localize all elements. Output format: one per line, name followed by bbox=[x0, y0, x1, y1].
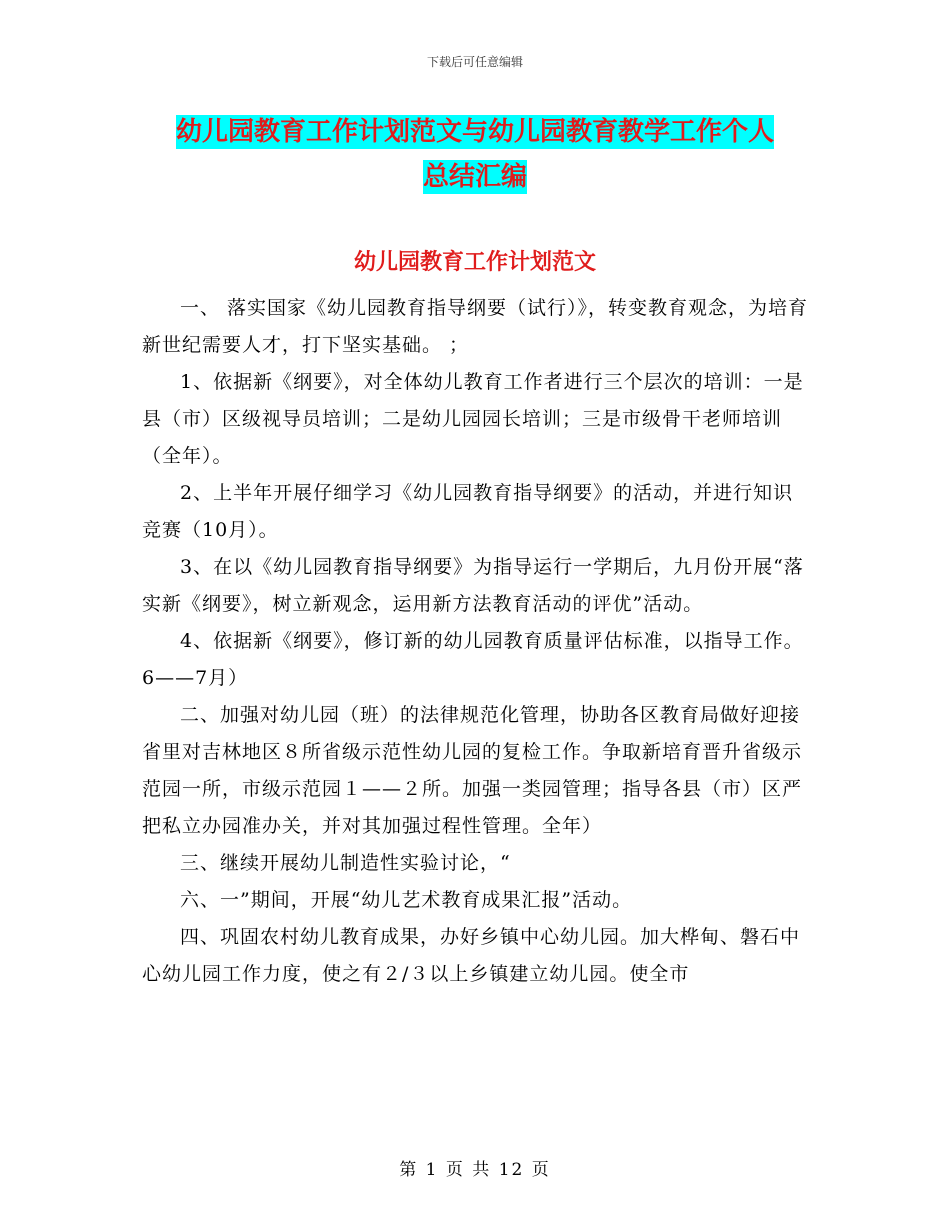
document-title bbox=[140, 110, 810, 200]
paragraph: 二、加强对幼儿园（班）的法律规范化管理，协助各区教育局做好迎接省里对吉林地区８所省级示范性幼儿园的复检工作。争取新培育晋升省级示范园一所，市级示范园１——２所。加强一类园管理；指导各县（市）区严把私立办园准办关，并对其加强过程性管理。全年） bbox=[142, 704, 803, 837]
paragraph: 一、 落实国家《幼儿园教育指导纲要（试行）》，转变教育观念，为培育新世纪需要人才，打下坚实基础。 ； bbox=[142, 297, 809, 356]
section-title: 幼儿园教育工作计划范文 bbox=[353, 250, 596, 275]
paragraph: 1、依据新《纲要》，对全体幼儿教育工作者进行三个层次的培训：一是县（市）区级视导员培训；二是幼儿园园长培训；三是市级骨干老师培训（全年）。 bbox=[142, 371, 804, 467]
page-number-footer: 第 1 页 共 12 页 bbox=[399, 1160, 551, 1180]
paragraph: 四、巩固农村幼儿教育成果，办好乡镇中心幼儿园。加大桦甸、磐石中心幼儿园工作力度，使之有２/３以上乡镇建立幼儿园。使全市 bbox=[142, 926, 801, 985]
paragraph: 2、上半年开展仔细学习《幼儿园教育指导纲要》的活动，并进行知识竞赛（10月）。 bbox=[142, 482, 794, 541]
paragraph: 六、一”期间，开展“幼儿艺术教育成果汇报”活动。 bbox=[180, 889, 633, 911]
paragraph: 4、依据新《纲要》，修订新的幼儿园教育质量评估标准，以指导工作。6——7月） bbox=[142, 630, 804, 689]
header-note: 下载后可任意编辑 bbox=[426, 55, 523, 69]
paragraph: 三、继续开展幼儿制造性实验讨论，“ bbox=[180, 852, 511, 874]
body-text bbox=[142, 290, 812, 993]
paragraph: 3、在以《幼儿园教育指导纲要》为指导运行一学期后，九月份开展“落实新《纲要》，树立新观念，运用新方法教育活动的评优”活动。 bbox=[142, 556, 804, 615]
title-line-2: 总结汇编 bbox=[422, 162, 527, 192]
title-line-1: 幼儿园教育工作计划范文与幼儿园教育教学工作个人 bbox=[175, 117, 774, 147]
